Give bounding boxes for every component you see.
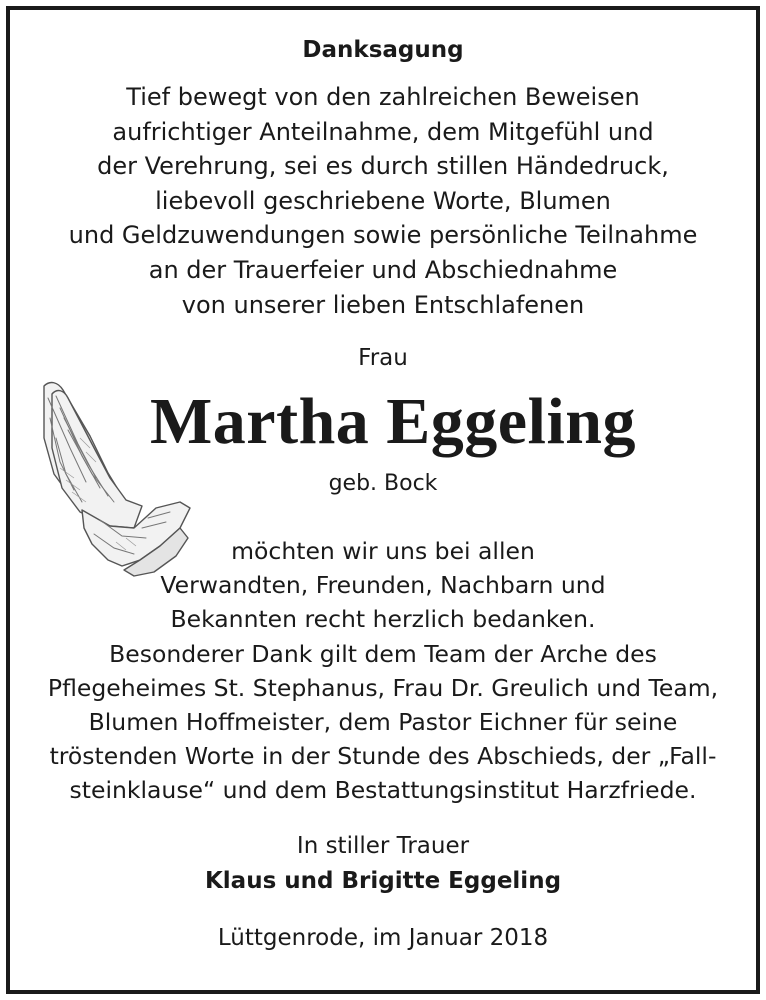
salutation: Frau (358, 345, 408, 371)
thanks-paragraph (0, 534, 766, 808)
intro-paragraph (0, 80, 766, 322)
place-date: Lüttgenrode, im Januar 2018 (217, 925, 549, 951)
thanks-line: Blumen Hoffmeister, dem Pastor Eichner für seine (88, 708, 678, 737)
intro-line: und Geldzuwendungen sowie persönliche Teilnahme (68, 221, 698, 250)
thanks-line: Besonderer Dank gilt dem Team der Arche des (109, 639, 657, 668)
intro-line: der Verehrung, sei es durch stillen Händedruck, (97, 152, 669, 181)
closing-phrase: In stiller Trauer (296, 833, 470, 859)
thanks-line: tröstenden Worte in der Stunde des Abschieds, der „Fall- (49, 742, 717, 771)
deceased-name: Martha Eggeling (150, 385, 636, 458)
thanks-line: steinklause“ und dem Bestattungsinstitut Harzfriede. (69, 776, 697, 805)
intro-line: an der Trauerfeier und Abschiednahme (148, 255, 618, 284)
intro-line: liebevoll geschriebene Worte, Blumen (155, 186, 611, 215)
intro-line: von unserer lieben Entschlafenen (181, 290, 585, 319)
thanks-line: Bekannten recht herzlich bedanken. (170, 605, 596, 634)
signatories: Klaus und Brigitte Eggeling (204, 868, 562, 894)
intro-line: aufrichtiger Anteilnahme, dem Mitgefühl und (112, 117, 654, 146)
intro-line: Tief bewegt von den zahlreichen Beweisen (126, 83, 640, 111)
notice-title: Danksagung (302, 37, 464, 63)
thanks-line: Pflegeheimes St. Stephanus, Frau Dr. Greulich und Team, (47, 673, 719, 702)
thanks-line: möchten wir uns bei allen (231, 537, 535, 565)
birth-name: geb. Bock (328, 471, 438, 496)
thanks-line: Verwandten, Freunden, Nachbarn und (160, 571, 606, 600)
